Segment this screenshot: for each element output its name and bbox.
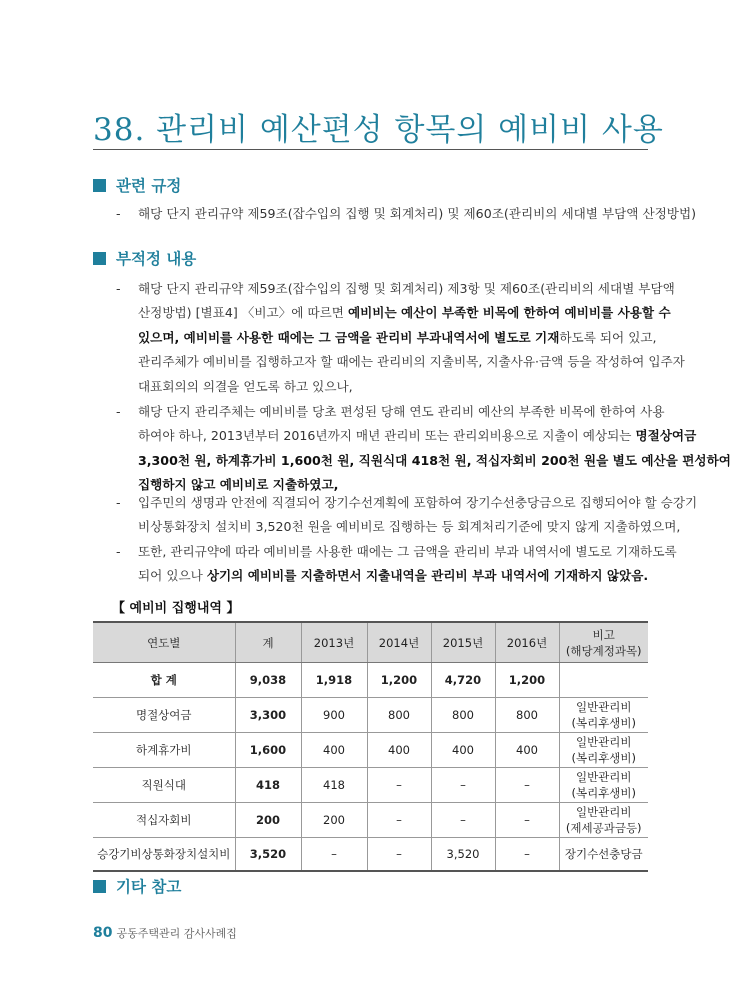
table-cell: 승강기비상통화장치설치비	[93, 838, 235, 872]
improper-item: - 또한, 관리규약에 따라 예비비를 사용한 때에는 그 금액을 관리비 부과 내역서에 별도로 기재하도록 되어 있으나 상기의 예비비를 지출하면서 지출내역을 관리비 부과 내역서에 기재하지 않았음.	[116, 540, 649, 589]
table-cell: 일반관리비 (제세공과금등)	[559, 803, 648, 838]
square-bullet-icon	[93, 880, 106, 893]
table-cell: 일반관리비 (복리후생비)	[559, 698, 648, 733]
table-row	[93, 663, 648, 698]
table-cell: 명절상여금	[93, 698, 235, 733]
footer-text: 공동주택관리 감사사례집	[116, 927, 237, 940]
table-cell: 400	[495, 733, 559, 768]
table-header-cell: 2015년	[431, 622, 495, 663]
square-bullet-icon	[93, 179, 106, 192]
section-heading-related	[93, 174, 181, 196]
improper-item: - 해당 단지 관리주체는 예비비를 당초 편성된 당해 연도 관리비 예산의 부족한 비목에 한하여 사용 하여야 하나, 2013년부터 2016년까지 매년 관리비 또는 관리외비용으로 지출이 예상되는 명절상여금 3,300천 원, 하계휴가비 1,600천 원, 직원식대 418천 원, 적십자회비 200천 원을 별도 예산을 편성하여 집행하지 않고 예비비로 지출하였고,	[116, 400, 649, 498]
table-caption: 【 예비비 집행내역 】	[112, 601, 240, 616]
table-cell: 900	[301, 698, 367, 733]
improper-item-line: 3,300천 원, 하계휴가비 1,600천 원, 직원식대 418천 원, 적십자회비 200천 원을 별도 예산을 편성하여	[138, 452, 731, 468]
table-cell: –	[367, 768, 431, 803]
table-cell: 일반관리비 (복리후생비)	[559, 733, 648, 768]
table-row	[93, 698, 648, 733]
table-cell: 직원식대	[93, 768, 235, 803]
table-cell: 1,918	[301, 663, 367, 698]
table-cell: 800	[367, 698, 431, 733]
table-row	[93, 733, 648, 768]
improper-item: - 해당 단지 관리규약 제59조(잡수입의 집행 및 회계처리) 제3항 및 제60조(관리비의 세대별 부담액 산정방법) [별표4] 〈비고〉에 따르면 예비비는 예산이 부족한 비목에 한하여 예비비를 사용할 수 있으며, 예비비를 사용한 때에는 그 금액을 관리비 부과내역서에 별도로 기재하도록 되어 있고, 관리주체가 예비비를 집행하고자 할 때에는 관리비의 지출비목, 지출사유·금액 등을 작성하여 입주자 대표회의의 의결을 얻도록 하고 있으나,	[116, 277, 649, 399]
table-cell: 400	[431, 733, 495, 768]
improper-item-line: 해당 단지 관리규약 제59조(잡수입의 집행 및 회계처리) 제3항 및 제60조(관리비의 세대별 부담액	[138, 281, 675, 296]
improper-item-line: 비상통화장치 설치비 3,520천 원을 예비비로 집행하는 등 회계처리기준에 맞지 않게 지출하였으며,	[138, 519, 681, 535]
square-bullet-icon	[93, 252, 106, 265]
table-cell: 1,600	[235, 733, 301, 768]
table-cell: 418	[301, 768, 367, 803]
table-cell: 9,038	[235, 663, 301, 698]
table-cell: 418	[235, 768, 301, 803]
table-cell: –	[367, 838, 431, 872]
section-heading-label: 기타 참고	[116, 878, 182, 896]
page-number: 80	[93, 925, 113, 941]
table-header-cell: 계	[235, 622, 301, 663]
table-header-cell: 2014년	[367, 622, 431, 663]
table-header-cell: 비고 (해당계정과목)	[559, 622, 648, 663]
table-cell: –	[495, 768, 559, 803]
page-title: 38. 관리비 예산편성 항목의 예비비 사용	[93, 112, 664, 148]
section-heading-other	[93, 875, 181, 897]
improper-item-line: 관리주체가 예비비를 집행하고자 할 때에는 관리비의 지출비목, 지출사유·금액 등을 작성하여 입주자	[138, 354, 685, 370]
table-cell: 장기수선충당금	[559, 838, 648, 872]
title-divider	[93, 149, 648, 150]
table-cell: –	[495, 803, 559, 838]
table-cell: 1,200	[495, 663, 559, 698]
reserve-fund-table	[93, 621, 648, 872]
table-cell: –	[301, 838, 367, 872]
section-heading-improper	[93, 247, 196, 269]
table-cell: –	[367, 803, 431, 838]
table-header-cell: 2013년	[301, 622, 367, 663]
section-heading-label: 관련 규정	[116, 177, 182, 195]
table-cell: 4,720	[431, 663, 495, 698]
improper-item-line: 해당 단지 관리주체는 예비비를 당초 편성된 당해 연도 관리비 예산의 부족한 비목에 한하여 사용	[138, 404, 665, 419]
table-cell: 적십자회비	[93, 803, 235, 838]
improper-item-line: 대표회의의 의결을 얻도록 하고 있으나,	[138, 378, 353, 394]
table-cell: 400	[367, 733, 431, 768]
table-cell	[559, 663, 648, 698]
table-cell: 합 계	[93, 663, 235, 698]
table-cell: 800	[495, 698, 559, 733]
page-footer	[93, 925, 237, 941]
improper-item-line: 되어 있으나 상기의 예비비를 지출하면서 지출내역을 관리비 부과 내역서에 기재하지 않았음.	[138, 568, 649, 584]
table-header-cell: 2016년	[495, 622, 559, 663]
section-heading-label: 부적정 내용	[116, 250, 197, 268]
related-regulation-item: - 해당 단지 관리규약 제59조(잡수입의 집행 및 회계처리) 및 제60조(관리비의 세대별 부담액 산정방법)	[116, 202, 649, 226]
table-cell: –	[431, 803, 495, 838]
table-header-cell: 연도별	[93, 622, 235, 663]
table-cell: 일반관리비 (복리후생비)	[559, 768, 648, 803]
related-regulation-text: 해당 단지 관리규약 제59조(잡수입의 집행 및 회계처리) 및 제60조(관리비의 세대별 부담액 산정방법)	[138, 206, 697, 221]
table-cell: 3,300	[235, 698, 301, 733]
improper-item-line: 하여야 하나, 2013년부터 2016년까지 매년 관리비 또는 관리외비용으로 지출이 예상되는 명절상여금	[138, 428, 697, 444]
improper-item-line: 집행하지 않고 예비비로 지출하였고,	[138, 477, 339, 493]
table-header-row	[93, 622, 648, 663]
table-body	[93, 663, 648, 872]
table-row	[93, 803, 648, 838]
table-cell: 3,520	[431, 838, 495, 872]
table-cell: 800	[431, 698, 495, 733]
table-cell: 400	[301, 733, 367, 768]
improper-item-line: 또한, 관리규약에 따라 예비비를 사용한 때에는 그 금액을 관리비 부과 내역서에 별도로 기재하도록	[138, 544, 677, 559]
table-cell: –	[431, 768, 495, 803]
table-cell: 200	[301, 803, 367, 838]
improper-item-line: 산정방법) [별표4] 〈비고〉에 따르면 예비비는 예산이 부족한 비목에 한하여 예비비를 사용할 수	[138, 305, 671, 321]
table-cell: 200	[235, 803, 301, 838]
table-row	[93, 838, 648, 872]
improper-item-line: 있으며, 예비비를 사용한 때에는 그 금액을 관리비 부과내역서에 별도로 기재하도록 되어 있고,	[138, 329, 657, 345]
table-cell: –	[495, 838, 559, 872]
improper-item: - 입주민의 생명과 안전에 직결되어 장기수선계획에 포함하여 장기수선충당금으로 집행되어야 할 승강기 비상통화장치 설치비 3,520천 원을 예비비로 집행하는 등 회계처리기준에 맞지 않게 지출하였으며,	[116, 491, 649, 540]
table-row	[93, 768, 648, 803]
table-cell: 3,520	[235, 838, 301, 872]
improper-item-line: 입주민의 생명과 안전에 직결되어 장기수선계획에 포함하여 장기수선충당금으로 집행되어야 할 승강기	[138, 495, 698, 510]
table-cell: 1,200	[367, 663, 431, 698]
table-cell: 하계휴가비	[93, 733, 235, 768]
